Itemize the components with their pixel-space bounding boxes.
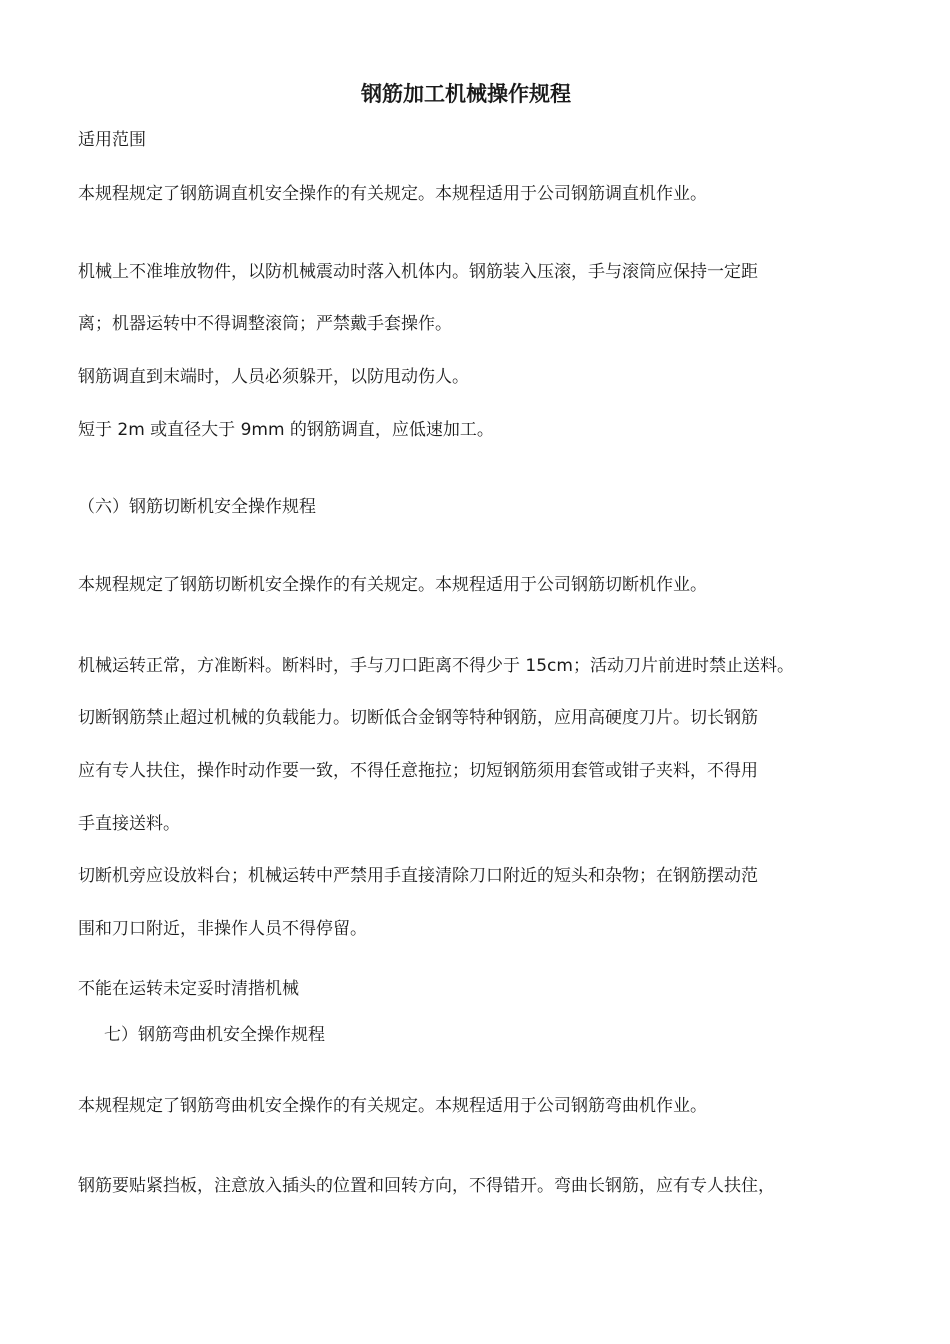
document-title: 钢筋加工机械操作规程 — [361, 82, 571, 106]
paragraph-line: 手直接送料。 — [78, 814, 180, 834]
section-heading-bending: 七）钢筋弯曲机安全操作规程 — [104, 1025, 325, 1045]
paragraph-line: 切断机旁应设放料台；机械运转中严禁用手直接清除刀口附近的短头和杂物；在钢筋摆动范 — [78, 866, 758, 886]
paragraph-line: 钢筋调直到末端时，人员必须躲开，以防甩动伤人。 — [78, 367, 469, 387]
paragraph-line: 机械运转正常，方准断料。断料时，手与刀口距离不得少于 15cm；活动刀片前进时禁止送料。 — [78, 656, 794, 676]
paragraph-line: 应有专人扶住，操作时动作要一致，不得任意拖拉；切短钢筋须用套管或钳子夹料，不得用 — [78, 761, 758, 781]
paragraph-line: 离；机器运转中不得调整滚筒；严禁戴手套操作。 — [78, 314, 452, 334]
paragraph-line: 切断钢筋禁止超过机械的负载能力。切断低合金钢等特种钢筋，应用高硬度刀片。切长钢筋 — [78, 708, 758, 728]
section-heading-scope: 适用范围 — [78, 130, 146, 150]
paragraph-line: 围和刀口附近，非操作人员不得停留。 — [78, 919, 367, 939]
paragraph-line: 不能在运转未定妥时清揩机械 — [78, 979, 299, 999]
section-heading-cutting: （六）钢筋切断机安全操作规程 — [78, 497, 316, 517]
paragraph-line: 本规程规定了钢筋切断机安全操作的有关规定。本规程适用于公司钢筋切断机作业。 — [78, 575, 707, 595]
paragraph-line: 本规程规定了钢筋调直机安全操作的有关规定。本规程适用于公司钢筋调直机作业。 — [78, 184, 707, 204]
paragraph-line: 短于 2m 或直径大于 9mm 的钢筋调直，应低速加工。 — [78, 420, 494, 440]
paragraph-line: 机械上不准堆放物件，以防机械震动时落入机体内。钢筋装入压滚，手与滚筒应保持一定距 — [78, 262, 758, 282]
paragraph-line: 本规程规定了钢筋弯曲机安全操作的有关规定。本规程适用于公司钢筋弯曲机作业。 — [78, 1096, 707, 1116]
paragraph-line: 钢筋要贴紧挡板，注意放入插头的位置和回转方向，不得错开。弯曲长钢筋，应有专人扶住， — [78, 1176, 775, 1196]
